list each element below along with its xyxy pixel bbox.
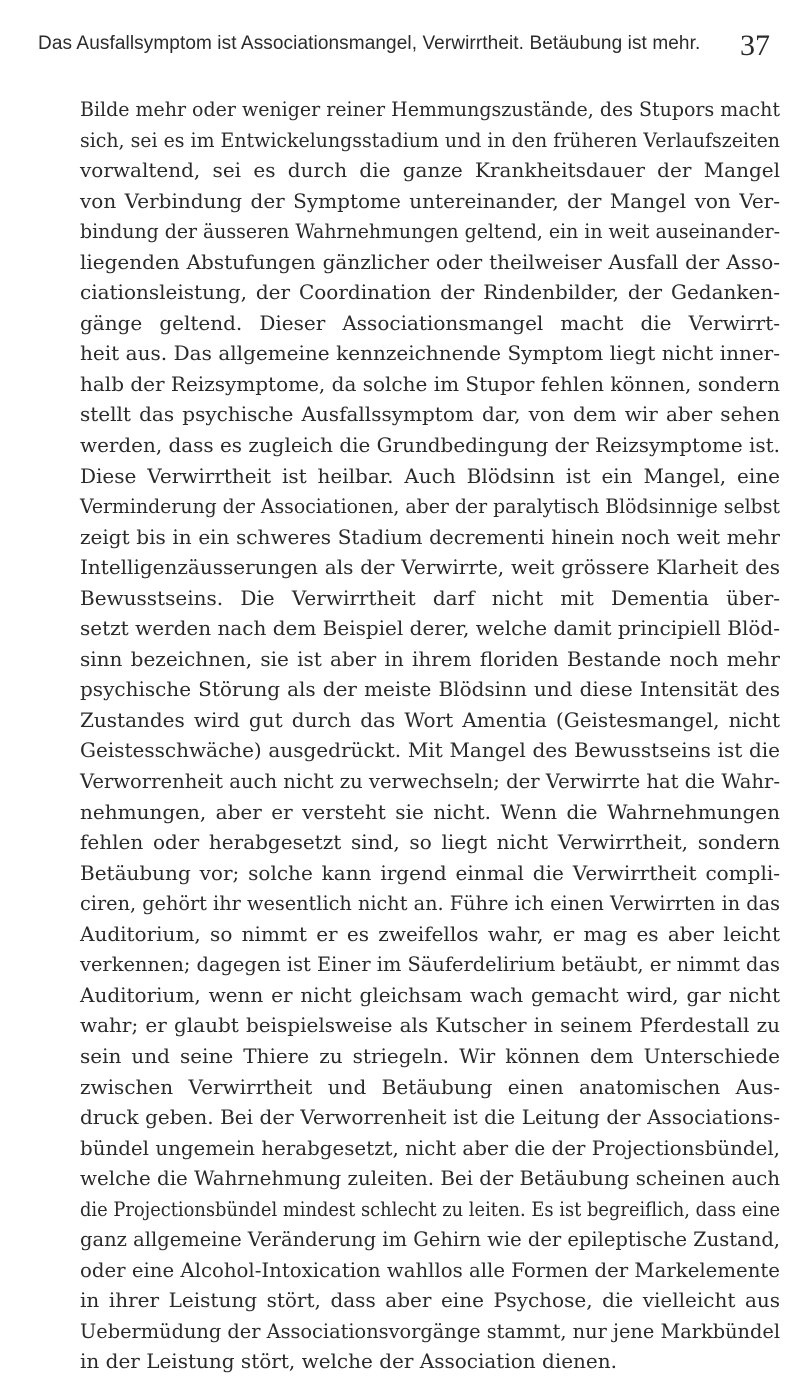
text-line: in der Leistung stört, welche der Association dienen. [80,1349,618,1374]
text-line: sich, sei es im Entwickelungsstadium und in den früheren Verlaufszeiten [80,127,780,152]
running-title: Das Ausfallsymptom ist Associationsmangel, Verwirrtheit. Betäubung ist mehr. [38,33,701,54]
text-line: stellt das psychische Ausfallssymptom dar, von dem wir aber sehen [80,402,781,427]
text-line: fehlen oder herabgesetzt sind, so liegt nicht Verwirrtheit, sondern [80,830,780,855]
running-head [38,24,770,64]
text-line: Auditorium, wenn er nicht gleichsam wach gemacht wird, gar nicht [80,982,780,1007]
text-line: Auditorium, so nimmt er es zweifellos wahr, er mag es aber leicht [80,921,781,946]
text-line: bindung der äusseren Wahrnehmungen geltend, ein in weit auseinander- [80,219,780,244]
text-line: ciationsleistung, der Coordination der Rindenbilder, der Gedanken- [80,280,780,305]
text-line: verkennen; dagegen ist Einer im Säuferdelirium betäubt, er nimmt das [80,952,780,977]
text-line: die Projectionsbündel mindest schlecht zu leiten. Es ist begreiflich, dass eine [80,1196,781,1221]
text-line: heit aus. Das allgemeine kennzeichnende Symptom liegt nicht inner- [80,341,781,366]
text-line: oder eine Alcohol-Intoxication wahllos alle Formen der Markelemente [80,1257,780,1282]
text-line: nehmungen, aber er versteht sie nicht. Wenn die Wahrnehmungen [80,799,780,824]
text-line: ciren, gehört ihr wesentlich nicht an. Führe ich einen Verwirrten in das [80,891,780,916]
text-line: gänge geltend. Dieser Associationsmangel macht die Verwirrt- [80,310,781,335]
text-line: sein und seine Thiere zu striegeln. Wir können dem Unterschiede [80,1043,781,1068]
text-line: zeigt bis in ein schweres Stadium decrementi hinein noch weit mehr [80,524,780,549]
text-line: Verworrenheit auch nicht zu verwechseln; der Verwirrte hat die Wahr- [80,769,780,794]
text-line: welche die Wahrnehmung zuleiten. Bei der Betäubung scheinen auch [80,1166,781,1191]
text-line: psychische Störung als der meiste Blödsinn und diese Intensität des [80,677,780,702]
text-line: wahr; er glaubt beispielsweise als Kutscher in seinem Pferdestall zu [80,1013,781,1038]
text-line: liegenden Abstufungen gänzlicher oder theilweiser Ausfall der Asso- [80,249,781,274]
text-line: sinn bezeichnen, sie ist aber in ihrem floriden Bestande noch mehr [80,646,780,671]
page-number: 37 [740,29,770,62]
text-line: Intelligenzäusserungen als der Verwirrte, weit grössere Klarheit des [80,555,780,580]
text-line: Bilde mehr oder weniger reiner Hemmungszustände, des Stupors macht [80,97,781,121]
text-line: werden, dass es zugleich die Grundbedingung der Reizsymptome ist. [80,433,781,458]
text-line: bündel ungemein herabgesetzt, nicht aber die der Projectionsbündel, [80,1135,780,1160]
text-line: Zustandes wird gut durch das Wort Amentia (Geistesmangel, nicht [80,707,781,732]
text-line: ganz allgemeine Veränderung im Gehirn wie der epileptische Zustand, [80,1227,781,1252]
text-line: Diese Verwirrtheit ist heilbar. Auch Blödsinn ist ein Mangel, eine [80,463,780,488]
text-line: Geistesschwäche) ausgedrückt. Mit Mangel des Bewusstseins ist die [80,738,781,763]
body-text [80,94,780,1377]
text-line: vorwaltend, sei es durch die ganze Krankheitsdauer der Mangel [80,158,781,183]
text-line: von Verbindung der Symptome untereinander, der Mangel von Ver- [80,188,780,213]
text-line: Verminderung der Associationen, aber der paralytisch Blödsinnige selbst [80,494,780,519]
text-line: setzt werden nach dem Beispiel derer, welche damit principiell Blöd- [80,616,780,641]
text-line: in ihrer Leistung stört, dass aber eine Psychose, die vielleicht aus [80,1288,781,1313]
text-line: Bewusstseins. Die Verwirrtheit darf nicht mit Dementia über- [80,585,781,610]
text-line: zwischen Verwirrtheit und Betäubung einen anatomischen Aus- [80,1074,780,1099]
text-line: halb der Reizsymptome, da solche im Stupor fehlen können, sondern [80,371,780,396]
text-line: druck geben. Bei der Verworrenheit ist die Leitung der Associations- [80,1105,780,1130]
text-line: Betäubung vor; solche kann irgend einmal die Verwirrtheit compli- [80,860,781,885]
text-line: Uebermüdung der Associationsvorgänge stammt, nur jene Markbündel [80,1318,781,1343]
